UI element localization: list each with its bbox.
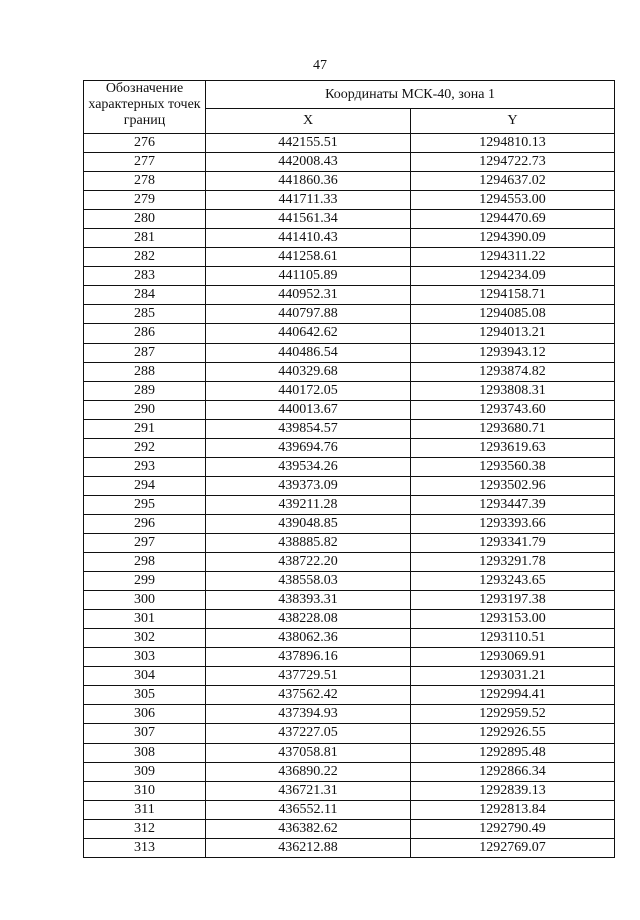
cell-x: 442155.51: [206, 134, 411, 153]
table-row: [84, 343, 615, 362]
table-row: [84, 610, 615, 629]
table-row: [84, 743, 615, 762]
cell-y: 1292790.49: [411, 819, 615, 838]
cell-y: 1294158.71: [411, 286, 615, 305]
table-row: [84, 762, 615, 781]
cell-x: 437729.51: [206, 667, 411, 686]
cell-point: 294: [84, 476, 206, 495]
cell-y: 1293502.96: [411, 476, 615, 495]
cell-y: 1294085.08: [411, 305, 615, 324]
cell-y: 1293110.51: [411, 629, 615, 648]
cell-x: 438558.03: [206, 572, 411, 591]
table-row: [84, 153, 615, 172]
table-row: [84, 686, 615, 705]
cell-x: 440797.88: [206, 305, 411, 324]
table-row: [84, 400, 615, 419]
cell-x: 438062.36: [206, 629, 411, 648]
cell-point: 289: [84, 381, 206, 400]
cell-x: 437896.16: [206, 648, 411, 667]
header-x: X: [206, 109, 411, 134]
cell-x: 441105.89: [206, 267, 411, 286]
cell-point: 281: [84, 229, 206, 248]
cell-point: 309: [84, 762, 206, 781]
table-row: [84, 286, 615, 305]
table-row: [84, 572, 615, 591]
header-y: Y: [411, 109, 615, 134]
table-row: [84, 305, 615, 324]
cell-x: 439534.26: [206, 457, 411, 476]
cell-point: 278: [84, 172, 206, 191]
cell-x: 441561.34: [206, 210, 411, 229]
cell-x: 436382.62: [206, 819, 411, 838]
cell-x: 436890.22: [206, 762, 411, 781]
cell-point: 288: [84, 362, 206, 381]
cell-point: 313: [84, 838, 206, 857]
header-point-designation: Обозначение характерных точек границ: [84, 81, 206, 134]
cell-point: 277: [84, 153, 206, 172]
cell-point: 299: [84, 572, 206, 591]
table-row: [84, 248, 615, 267]
cell-x: 439211.28: [206, 495, 411, 514]
cell-x: 441258.61: [206, 248, 411, 267]
cell-x: 440952.31: [206, 286, 411, 305]
table-row: [84, 438, 615, 457]
cell-x: 440329.68: [206, 362, 411, 381]
cell-y: 1292839.13: [411, 781, 615, 800]
cell-y: 1293680.71: [411, 419, 615, 438]
cell-point: 301: [84, 610, 206, 629]
cell-y: 1293808.31: [411, 381, 615, 400]
table-row: [84, 267, 615, 286]
table-row: [84, 229, 615, 248]
table-row: [84, 705, 615, 724]
table-row: [84, 476, 615, 495]
coordinates-table: [83, 80, 615, 858]
cell-point: 298: [84, 553, 206, 572]
cell-point: 312: [84, 819, 206, 838]
cell-point: 311: [84, 800, 206, 819]
table-row: [84, 591, 615, 610]
cell-y: 1293743.60: [411, 400, 615, 419]
table-row: [84, 629, 615, 648]
cell-y: 1292866.34: [411, 762, 615, 781]
cell-point: 287: [84, 343, 206, 362]
cell-point: 306: [84, 705, 206, 724]
table-row: [84, 514, 615, 533]
cell-point: 276: [84, 134, 206, 153]
cell-y: 1293619.63: [411, 438, 615, 457]
header-coordinates: Координаты МСК-40, зона 1: [206, 81, 615, 109]
cell-y: 1294390.09: [411, 229, 615, 248]
cell-y: 1294234.09: [411, 267, 615, 286]
cell-y: 1293069.91: [411, 648, 615, 667]
cell-x: 439694.76: [206, 438, 411, 457]
cell-x: 440486.54: [206, 343, 411, 362]
cell-point: 295: [84, 495, 206, 514]
cell-point: 293: [84, 457, 206, 476]
cell-point: 285: [84, 305, 206, 324]
cell-point: 296: [84, 514, 206, 533]
table-row: [84, 324, 615, 343]
cell-x: 440013.67: [206, 400, 411, 419]
cell-x: 441711.33: [206, 191, 411, 210]
cell-x: 436212.88: [206, 838, 411, 857]
table-row: [84, 724, 615, 743]
cell-point: 308: [84, 743, 206, 762]
cell-y: 1293447.39: [411, 495, 615, 514]
cell-y: 1293243.65: [411, 572, 615, 591]
cell-x: 436721.31: [206, 781, 411, 800]
cell-x: 437058.81: [206, 743, 411, 762]
cell-y: 1293197.38: [411, 591, 615, 610]
cell-x: 440642.62: [206, 324, 411, 343]
table-row: [84, 553, 615, 572]
cell-point: 302: [84, 629, 206, 648]
cell-point: 282: [84, 248, 206, 267]
cell-x: 438885.82: [206, 533, 411, 552]
cell-y: 1293393.66: [411, 514, 615, 533]
table-header: [84, 81, 615, 134]
cell-point: 305: [84, 686, 206, 705]
cell-y: 1292994.41: [411, 686, 615, 705]
cell-x: 439854.57: [206, 419, 411, 438]
cell-x: 441410.43: [206, 229, 411, 248]
table-row: [84, 533, 615, 552]
cell-y: 1292926.55: [411, 724, 615, 743]
cell-y: 1292895.48: [411, 743, 615, 762]
cell-x: 437562.42: [206, 686, 411, 705]
cell-y: 1293943.12: [411, 343, 615, 362]
table-body: [84, 134, 615, 858]
cell-y: 1294722.73: [411, 153, 615, 172]
cell-point: 292: [84, 438, 206, 457]
cell-x: 438393.31: [206, 591, 411, 610]
cell-y: 1294311.22: [411, 248, 615, 267]
cell-y: 1293291.78: [411, 553, 615, 572]
cell-x: 441860.36: [206, 172, 411, 191]
table-row: [84, 781, 615, 800]
table-row: [84, 381, 615, 400]
cell-point: 290: [84, 400, 206, 419]
cell-x: 438722.20: [206, 553, 411, 572]
table-row: [84, 457, 615, 476]
cell-point: 284: [84, 286, 206, 305]
cell-y: 1294553.00: [411, 191, 615, 210]
cell-y: 1292959.52: [411, 705, 615, 724]
table-row: [84, 134, 615, 153]
cell-y: 1294637.02: [411, 172, 615, 191]
cell-point: 291: [84, 419, 206, 438]
table-row: [84, 210, 615, 229]
table-row: [84, 667, 615, 686]
cell-x: 442008.43: [206, 153, 411, 172]
cell-point: 286: [84, 324, 206, 343]
cell-y: 1293153.00: [411, 610, 615, 629]
cell-y: 1293341.79: [411, 533, 615, 552]
cell-point: 307: [84, 724, 206, 743]
table-row: [84, 172, 615, 191]
cell-y: 1294810.13: [411, 134, 615, 153]
cell-point: 283: [84, 267, 206, 286]
table-row: [84, 419, 615, 438]
cell-point: 279: [84, 191, 206, 210]
cell-y: 1292813.84: [411, 800, 615, 819]
cell-y: 1294470.69: [411, 210, 615, 229]
table-row: [84, 800, 615, 819]
cell-x: 436552.11: [206, 800, 411, 819]
page-number: 47: [313, 58, 327, 73]
cell-point: 280: [84, 210, 206, 229]
cell-y: 1293874.82: [411, 362, 615, 381]
table-row: [84, 819, 615, 838]
cell-x: 439373.09: [206, 476, 411, 495]
table-row: [84, 362, 615, 381]
cell-x: 440172.05: [206, 381, 411, 400]
cell-x: 439048.85: [206, 514, 411, 533]
cell-point: 310: [84, 781, 206, 800]
table-row: [84, 495, 615, 514]
cell-y: 1293031.21: [411, 667, 615, 686]
cell-point: 300: [84, 591, 206, 610]
cell-x: 437227.05: [206, 724, 411, 743]
table-row: [84, 838, 615, 857]
table-row: [84, 191, 615, 210]
cell-point: 303: [84, 648, 206, 667]
cell-x: 438228.08: [206, 610, 411, 629]
cell-y: 1293560.38: [411, 457, 615, 476]
cell-y: 1294013.21: [411, 324, 615, 343]
cell-point: 304: [84, 667, 206, 686]
cell-y: 1292769.07: [411, 838, 615, 857]
cell-point: 297: [84, 533, 206, 552]
table-row: [84, 648, 615, 667]
cell-x: 437394.93: [206, 705, 411, 724]
